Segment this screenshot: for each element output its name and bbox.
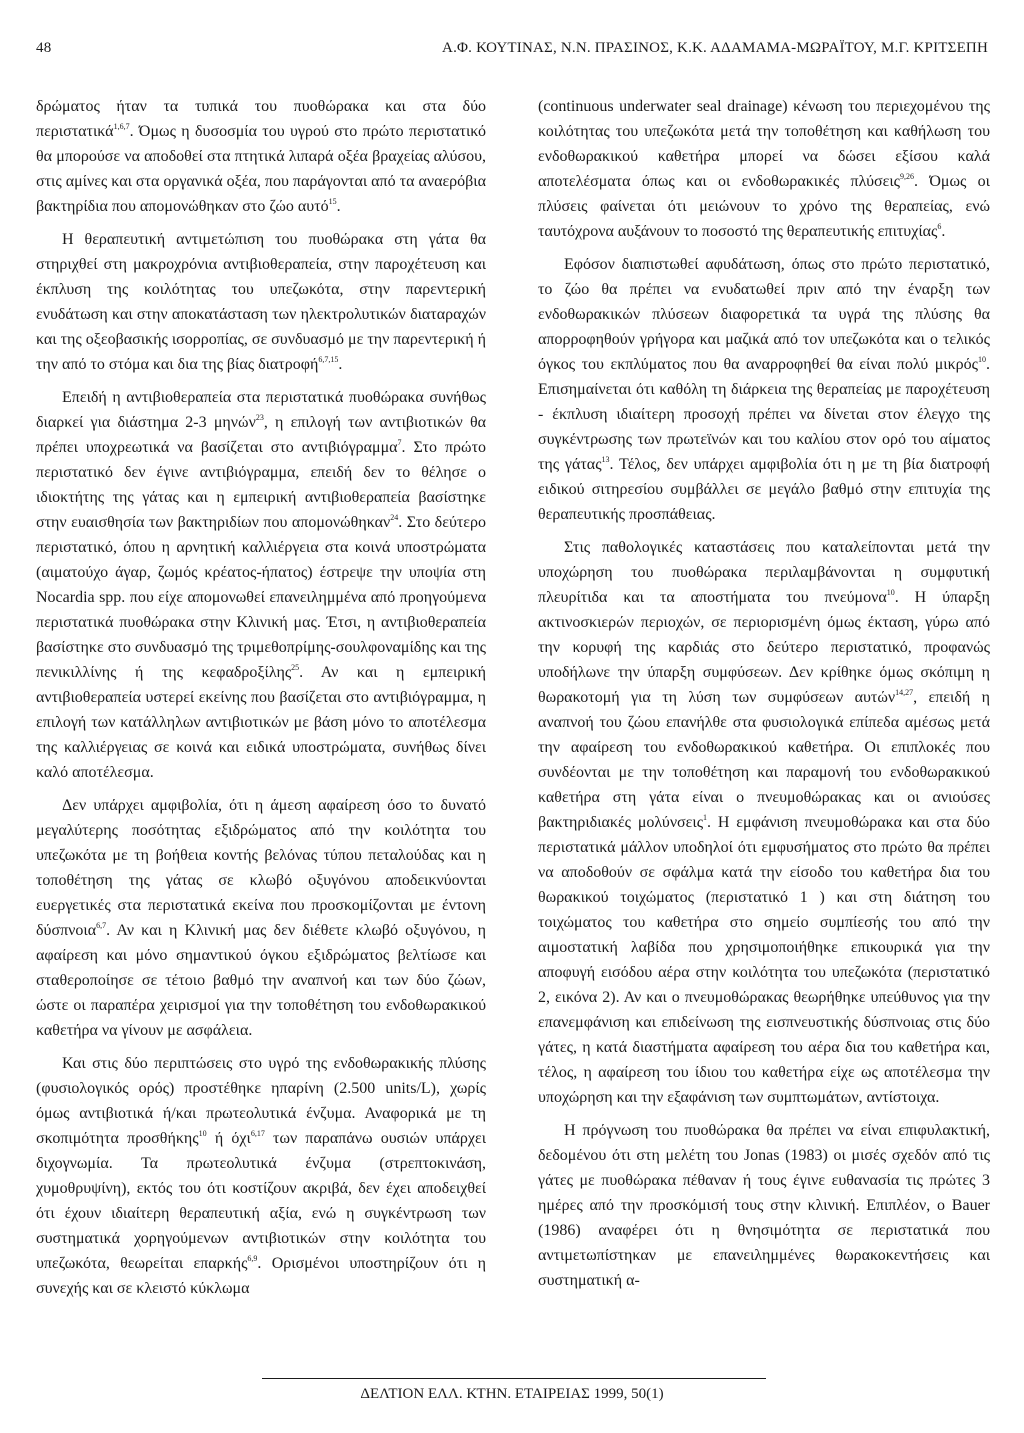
right-column	[538, 94, 990, 1301]
citation: 6	[937, 222, 942, 231]
paragraph	[36, 94, 486, 219]
paragraph	[538, 94, 990, 244]
citation: 9,26	[900, 172, 915, 181]
paragraph	[538, 1118, 990, 1293]
journal-footer: ΔΕΛΤΙΟΝ ΕΛΛ. ΚΤΗΝ. ΕΤΑΙΡΕΙΑΣ 1999, 50(1)	[360, 1386, 664, 1402]
citation: 13	[601, 455, 610, 464]
text-run: Η πρόγνωση του πυοθώρακα θα πρέπει να είναι επιφυλακτική, δεδομένου ότι στη μελέτη του Jonas (1983) οι μισές σχεδόν από τις γάτες με πυοθώρακα πέθαναν ή τους έγινε ευθανασία τις πρώτες 3 ημέρες από την προσκόμισή τους στην κλινική. Επιπλέον, ο Bauer (1986) αναφέρει ότι η θνησιμότητα σε περιστατικά που αντιμετωπίστηκαν με επανειλημμένες θωρακοκεντήσεις και συστηματική α-	[538, 1122, 990, 1289]
citation: 6,9	[247, 1254, 258, 1263]
text-run: Δεν υπάρχει αμφιβολία, ότι η άμεση αφαίρεση όσο το δυνατό μεγαλύτερης ποσότητας εξιδρώματος από την κοιλότητα του υπεζωκότα με τη βοήθεια κοντής βελόνας τύπου πεταλούδας και η τοποθέτηση της γάτας σε κλωβό οξυγόνου αποδεικνύονται ευεργετικές στα περιστατικά εκείνα που προσκομίζονται με έντονη δύσπνοια	[36, 797, 486, 939]
citation: 6,7,15	[318, 355, 339, 364]
paragraph	[36, 1051, 486, 1301]
text-run: . Όμως οι πλύσεις φαίνεται ότι μειώνουν το χρόνο της θεραπείας, ενώ ταυτόχρονα αυξάνουν το ποσοστό της θεραπευτικής επιτυχίας	[538, 173, 990, 240]
citation: 6,7	[96, 921, 107, 930]
text-run: , επειδή η αναπνοή του ζώου επανήλθε στα φυσιολογικά επίπεδα αμέσως μετά την αφαίρεση του ενδοθωρακικού καθετήρα. Οι επιπλοκές που συνδέονται με την τοποθέτηση και παραμονή του ενδοθωρακικού καθετήρα στη γάτα είναι ο πνευμοθώρακας και οι ανιούσες βακτηριδιακές μολύνσεις	[538, 689, 991, 831]
text-run: . Όμως η δυσοσμία του υγρού στο πρώτο περιστατικό θα μπορούσε να αποδοθεί στα πτητικά λιπαρά οξέα βραχείας αλύσου, στις αμίνες και στα οργανικά οξέα, που παράγονται από τα αναερόβια βακτηρίδια που απομονώθηκαν στο ζώο αυτό	[36, 123, 486, 215]
citation: 14,27	[895, 688, 914, 697]
paragraph	[36, 385, 486, 785]
text-run: Εφόσον διαπιστωθεί αφυδάτωση, όπως στο πρώτο περιστατικό, το ζώο θα πρέπει να ενυδατωθεί πριν από την έναρξη των ενδοθωρακικών πλύσεων διαφορετικά τα υγρά της πλύσης θα απορροφηθούν γρήγορα και μαζικά από τον υπεζωκότα και ο τελικός όγκος του εκπλύματος που θα αναρροφηθεί θα είναι πολύ μικρός	[538, 256, 990, 373]
footer-divider	[262, 1378, 766, 1379]
text-run: (continuous underwater seal drainage) κένωση του περιεχομένου της κοιλότητας του υπεζωκότα μετά την τοποθέτηση και καθήλωση του ενδοθωρακικού καθετήρα μπορεί να δώσει εξίσου καλά αποτελέσματα όπως και οι ενδοθωρακικές πλύσεις	[538, 98, 990, 190]
text-run: Επειδή η αντιβιοθεραπεία στα περιστατικά πυοθώρακα συνήθως διαρκεί για διάστημα 2-3 μηνών	[36, 389, 486, 431]
text-run: .	[336, 198, 341, 215]
text-run: Και στις δύο περιπτώσεις στο υγρό της ενδοθωρακικής πλύσης (φυσιολογικός ορός) προστέθηκε ηπαρίνη (2.500 units/L), χωρίς όμως αντιβιοτικά ή/και πρωτεολυτικά ένζυμα. Αναφορικά με τη σκοπιμότητα προσθήκης	[36, 1055, 486, 1147]
text-run: . Στο δεύτερο περιστατικό, όπου η αρνητική καλλιέργεια στα κοινά υποστρώματα (αιματούχο άγαρ, ζωμός κρέατος-ήπατος) έστρεψε την υποψία στη Nocardia spp. που είχε απομονωθεί επανειλημμένα από προηγούμενα περιστατικά πυοθώρακα στην Κλινική μας. Έτσι, η αντιβιοθεραπεία βασίστηκε στο συνδυασμό της τριμεθοπρίμης-σουλφοναμίδης και της πενικιλλίνης ή της κεφαδροξίλης	[36, 514, 486, 681]
text-run: ή όχι	[206, 1130, 251, 1147]
citation: 10	[978, 355, 986, 364]
text-run: . Ορισμένοι υποστηρίζουν ότι η συνεχής και σε κλειστό κύκλωμα	[36, 1255, 486, 1297]
paragraph	[538, 535, 990, 1110]
text-run: .	[338, 356, 343, 373]
text-run: . Αν και η εμπειρική αντιβιοθεραπεία υστερεί εκείνης που βασίζεται στο αντιβιόγραμμα, η επιλογή των κατάλληλων αντιβιοτικών με βάση μόνο το αποτέλεσμα της καλλιέργειας σε κοινά και ειδικά υποστρώματα, συνήθως δίνει καλό αποτέλεσμα.	[36, 664, 487, 781]
citation: 25	[291, 663, 300, 672]
citation: 7	[397, 438, 402, 447]
text-run: , η επιλογή των αντιβιοτικών θα πρέπει υποχρεωτικά να βασίζεται στο αντιβιόγραμμα	[36, 414, 487, 456]
paragraph	[36, 227, 486, 377]
text-run: . Η ύπαρξη ακτινοσκιερών περιοχών, σε περιορισμένη όμως έκταση, γύρω από την κορυφή της καρδιάς στο δεύτερο περιστατικό, προφανώς υποδήλωνε την ύπαρξη συμφύσεων. Δεν κρίθηκε όμως σκόπιμη η θωρακοτομή για τη λύση των συμφύσεων αυτών	[538, 589, 991, 706]
page-header	[36, 40, 988, 64]
paragraph	[36, 793, 486, 1043]
page-number: 48	[36, 40, 52, 56]
citation: 10	[198, 1129, 207, 1138]
citation: 24	[390, 513, 399, 522]
text-run: . Στο πρώτο περιστατικό δεν έγινε αντιβιόγραμμα, επειδή δεν το θέλησε ο ιδιοκτήτης της γάτας και η εμπειρική αντιβιοθεραπεία βασίστηκε στην ευαισθησία των βακτηριδίων που απομονώθηκαν	[36, 439, 486, 531]
text-run: . Τέλος, δεν υπάρχει αμφιβολία ότι η με τη βία διατροφή ειδικού σιτηρεσίου συμβάλλει σε μεγάλο βαθμό στην επιτυχία της θεραπευτικής προσπάθειας.	[538, 456, 991, 523]
left-column	[36, 94, 486, 1309]
text-run: .	[941, 223, 946, 240]
text-run: . Αν και η Κλινική μας δεν διέθετε κλωβό οξυγόνου, η αφαίρεση και μόνο σημαντικού όγκου εξιδρώματος βελτίωσε και σταθεροποίησε σε τέτοιο βαθμό την αναπνοή και των δύο ζώων, ώστε οι παραπέρα χειρισμοί για την τοποθέτηση του ενδοθωρακικού καθετήρα να γίνουν με ασφάλεια.	[36, 922, 486, 1039]
text-run: δρώματος ήταν τα τυπικά του πυοθώρακα και στα δύο περιστατικά	[36, 98, 486, 140]
citation: 6,17	[250, 1129, 265, 1138]
text-run: . Επισημαίνεται ότι καθόλη τη διάρκεια της θεραπείας με παροχέτευση - έκπλυση ιδιαίτερη προσοχή πρέπει να δίνεται στον έλεγχο της συγκέντρωσης των πρωτεϊνών και του καλίου στον ορό του αίματος της γάτας	[538, 356, 990, 473]
citation: 10	[886, 588, 895, 597]
running-head-authors: Α.Φ. ΚΟΥΤΙΝΑΣ, Ν.Ν. ΠΡΑΣΙΝΟΣ, Κ.Κ. ΑΔΑΜΑΜΑ-ΜΩΡΑΪΤΟΥ, Μ.Γ. ΚΡΙΤΣΕΠΗ	[442, 40, 988, 56]
citation: 1	[703, 813, 708, 822]
text-run: Η θεραπευτική αντιμετώπιση του πυοθώρακα στη γάτα θα στηριχθεί στη μακροχρόνια αντιβιοθεραπεία, στην παροχέτευση και έκπλυση της κοιλότητας του υπεζωκότα, στην παρεντερική ενυδάτωση και στην αποκατάσταση των ηλεκτρολυτικών διαταραχών και της οξεοβασικής ισορροπίας, σε συνδυασμό με την παρεντερική ή την από το στόμα και δια της βίας διατροφή	[36, 231, 486, 373]
text-run: . Η εμφάνιση πνευμοθώρακα και στα δύο περιστατικά μάλλον υποδηλοί ότι εμφυσήματος στο πρώτο θα πρέπει να αποδοθούν σε σφάλμα κατά την είσοδο του καθετήρα δια του θωρακικού τοιχώματος (περιστατικό 1 ) και στη διάτηση του τοιχώματος του καθετήρα στο σημείο συμπίεσής του από την αιμοστατική λαβίδα που χρησιμοποιήθηκε επικουρικά για την αποφυγή εισόδου αέρα στην κοιλότητα του υπεζωκότα (περιστατικό 2, εικόνα 2). Αν και ο πνευμοθώρακας θεωρήθηκε υπεύθυνος για την επανεμφάνιση και επιδείνωση της εισπνευστικής δύσπνοιας στις δύο γάτες, η κατά διαστήματα αφαίρεση του αέρα δια του καθετήρα και, τέλος, η αφαίρεση του ίδιου του καθετήρα είχε ως αποτέλεσμα την υποχώρηση και την εξαφάνιση των συμπτωμάτων, αντίστοιχα.	[538, 814, 991, 1106]
citation: 15	[328, 197, 337, 206]
text-run: των παραπάνω ουσιών υπάρχει διχογνωμία. Τα πρωτεολυτικά ένζυμα (στρεπτοκινάση, χυμοθρυψίνη), εκτός του ότι κοστίζουν ακριβά, δεν έχει αποδειχθεί ότι έχουν ιδιαίτερη θεραπευτική αξία, ενώ η συγκέντρωση των συστηματικά χορηγούμενων αντιβιοτικών στην κοιλότητα του υπεζωκότα, θεωρείται επαρκής	[36, 1130, 487, 1272]
paragraph	[538, 252, 990, 527]
citation: 23	[255, 413, 264, 422]
text-run: Στις παθολογικές καταστάσεις που καταλείπονται μετά την υποχώρηση του πυοθώρακα περιλαμβάνονται η συμφυτική πλευρίτιδα και τα αποστήματα του πνεύμονα	[538, 539, 990, 606]
citation: 1,6,7	[113, 122, 130, 131]
